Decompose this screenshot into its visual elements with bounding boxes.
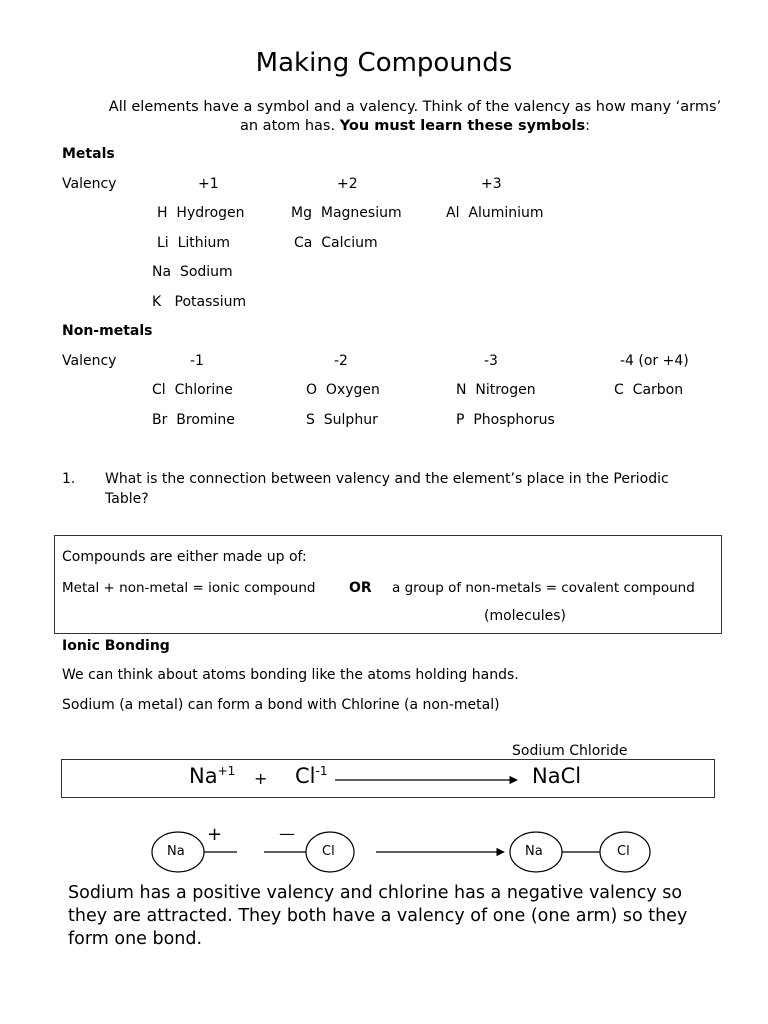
- atom-na-left-label: Na: [167, 844, 185, 859]
- nonmetals-valency-1: -1: [190, 353, 204, 369]
- nonmetals-valency-4: -4 (or +4): [620, 353, 689, 369]
- nonmetal-oxygen: O Oxygen: [306, 382, 380, 398]
- conclusion-text: Sodium has a positive valency and chlorine has a negative valency so they are attracted. They both have a valency of one (one arm) so they form one bond.: [68, 883, 688, 949]
- intro-colon: :: [585, 118, 590, 134]
- nonmetal-carbon: C Carbon: [614, 382, 684, 398]
- compounds-ionic: Metal + non-metal = ionic compound: [62, 580, 316, 596]
- atom-na-right-label: Na: [525, 844, 543, 859]
- question-line-2: Table?: [105, 491, 149, 507]
- ionic-line-1: We can think about atoms bonding like the atoms holding hands.: [62, 667, 519, 683]
- ionic-line-2: Sodium (a metal) can form a bond with Chlorine (a non-metal): [62, 697, 500, 713]
- nonmetals-valency-label: Valency: [62, 353, 117, 369]
- nonmetals-valency-3: -3: [484, 353, 498, 369]
- metal-lithium: Li Lithium: [157, 235, 231, 251]
- product-label: Sodium Chloride: [512, 743, 628, 759]
- equation-na-charge: +1: [217, 764, 236, 778]
- metal-calcium: Ca Calcium: [294, 235, 378, 251]
- equation-product: NaCl: [532, 764, 582, 788]
- nonmetal-sulphur: S Sulphur: [306, 412, 378, 428]
- page-title: Making Compounds: [255, 48, 513, 78]
- atom-cl-left-label: Cl: [322, 844, 335, 859]
- compounds-or: OR: [349, 580, 372, 596]
- compounds-intro: Compounds are either made up of:: [62, 549, 307, 565]
- nonmetal-bromine: Br Bromine: [152, 412, 235, 428]
- metals-valency-label: Valency: [62, 176, 117, 192]
- nonmetal-phosphorus: P Phosphorus: [456, 412, 555, 428]
- question-line-1: What is the connection between valency and the element’s place in the Periodic: [105, 471, 669, 487]
- nonmetal-chlorine: Cl Chlorine: [152, 382, 233, 398]
- nonmetals-valency-2: -2: [334, 353, 348, 369]
- metal-potassium: K Potassium: [152, 294, 247, 310]
- nonmetal-nitrogen: N Nitrogen: [456, 382, 536, 398]
- nonmetals-heading: Non-metals: [62, 323, 153, 339]
- compounds-molecules: (molecules): [484, 608, 566, 624]
- equation-cl-charge: -1: [315, 764, 328, 778]
- intro-sentence: All elements have a symbol and a valency. Think of the valency as how many ‘arms’ an atom has.: [108, 99, 722, 134]
- metal-hydrogen: H Hydrogen: [157, 205, 245, 221]
- intro-bold: You must learn these symbols: [339, 118, 586, 134]
- ionic-heading: Ionic Bonding: [62, 638, 170, 654]
- metals-heading: Metals: [62, 146, 115, 162]
- equation-cl: Cl: [295, 764, 316, 788]
- metal-magnesium: Mg Magnesium: [291, 205, 402, 221]
- atom-cl-right-label: Cl: [617, 844, 630, 859]
- metals-valency-3: +3: [481, 176, 502, 192]
- compounds-covalent: a group of non-metals = covalent compound: [392, 580, 695, 596]
- minus-charge: —: [279, 824, 295, 843]
- metals-valency-2: +2: [337, 176, 358, 192]
- metals-valency-1: +1: [198, 176, 219, 192]
- metal-aluminium: Al Aluminium: [446, 205, 544, 221]
- plus-charge: +: [207, 824, 223, 845]
- equation-na: Na: [189, 764, 218, 788]
- metal-sodium: Na Sodium: [152, 264, 233, 280]
- question-number: 1.: [62, 471, 76, 487]
- equation-plus: +: [254, 769, 268, 788]
